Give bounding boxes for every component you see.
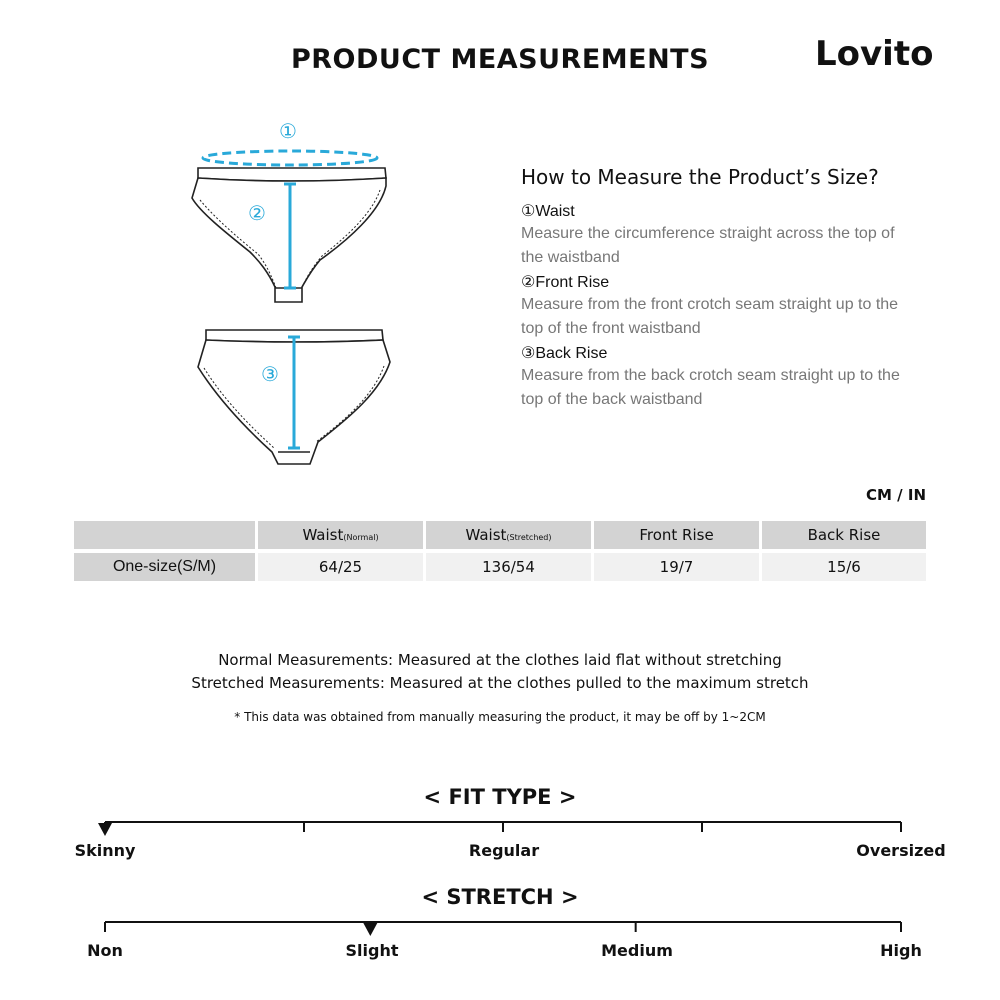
note-disclaimer: * This data was obtained from manually measuring the product, it may be off by 1~2CM xyxy=(234,710,766,724)
page-title: PRODUCT MEASUREMENTS xyxy=(290,44,710,75)
table-header-waist-normal: Waist(Normal) xyxy=(258,521,423,549)
note-stretched: Stretched Measurements: Measured at the clothes pulled to the maximum stretch xyxy=(191,674,809,692)
marker-waist: ① xyxy=(279,119,297,143)
table-cell-back-rise: 15/6 xyxy=(762,553,926,581)
marker-front-rise: ② xyxy=(248,201,266,225)
table-row-size: One-size(S/M) xyxy=(74,553,255,581)
fit-type-title: < FIT TYPE > xyxy=(423,785,577,809)
table-cell-waist-normal: 64/25 xyxy=(258,553,423,581)
howto-desc-front-rise: Measure from the front crotch seam straight up to the top of the front waistband xyxy=(521,296,899,337)
howto-desc-waist: Measure the circumference straight across the top of the waistband xyxy=(521,225,895,266)
howto-label-waist: ①Waist xyxy=(521,203,575,220)
howto-desc-back-rise: Measure from the back crotch seam straight up to the top of the back waistband xyxy=(521,367,900,408)
howto-label-back-rise: ③Back Rise xyxy=(521,345,608,362)
brand-logo: Lovito xyxy=(815,34,934,74)
garment-diagram xyxy=(180,112,410,477)
fit-label-skinny: Skinny xyxy=(74,841,136,860)
fit-type-selected-marker-icon xyxy=(98,823,112,836)
marker-back-rise: ③ xyxy=(261,362,279,386)
howto-label-front-rise: ②Front Rise xyxy=(521,274,610,291)
table-header-back-rise: Back Rise xyxy=(762,521,926,549)
table-header-front-rise: Front Rise xyxy=(594,521,759,549)
howto-heading: How to Measure the Product’s Size? xyxy=(521,165,879,189)
stretch-label-medium: Medium xyxy=(601,941,673,960)
table-header-cell xyxy=(74,521,255,549)
stretch-label-high: High xyxy=(880,941,922,960)
table-cell-front-rise: 19/7 xyxy=(594,553,759,581)
stretch-label-slight: Slight xyxy=(345,941,399,960)
table-header-waist-stretched: Waist(Stretched) xyxy=(426,521,591,549)
table-cell-waist-stretched: 136/54 xyxy=(426,553,591,581)
stretch-label-non: Non xyxy=(87,941,123,960)
fit-label-regular: Regular xyxy=(468,841,540,860)
note-normal: Normal Measurements: Measured at the clothes laid flat without stretching xyxy=(218,651,782,669)
unit-label: CM / IN xyxy=(866,486,926,504)
fit-label-oversized: Oversized xyxy=(856,841,946,860)
fit-type-scale xyxy=(0,812,1000,842)
stretch-title: < STRETCH > xyxy=(421,885,579,909)
stretch-scale xyxy=(0,912,1000,942)
stretch-selected-marker-icon xyxy=(363,923,377,936)
